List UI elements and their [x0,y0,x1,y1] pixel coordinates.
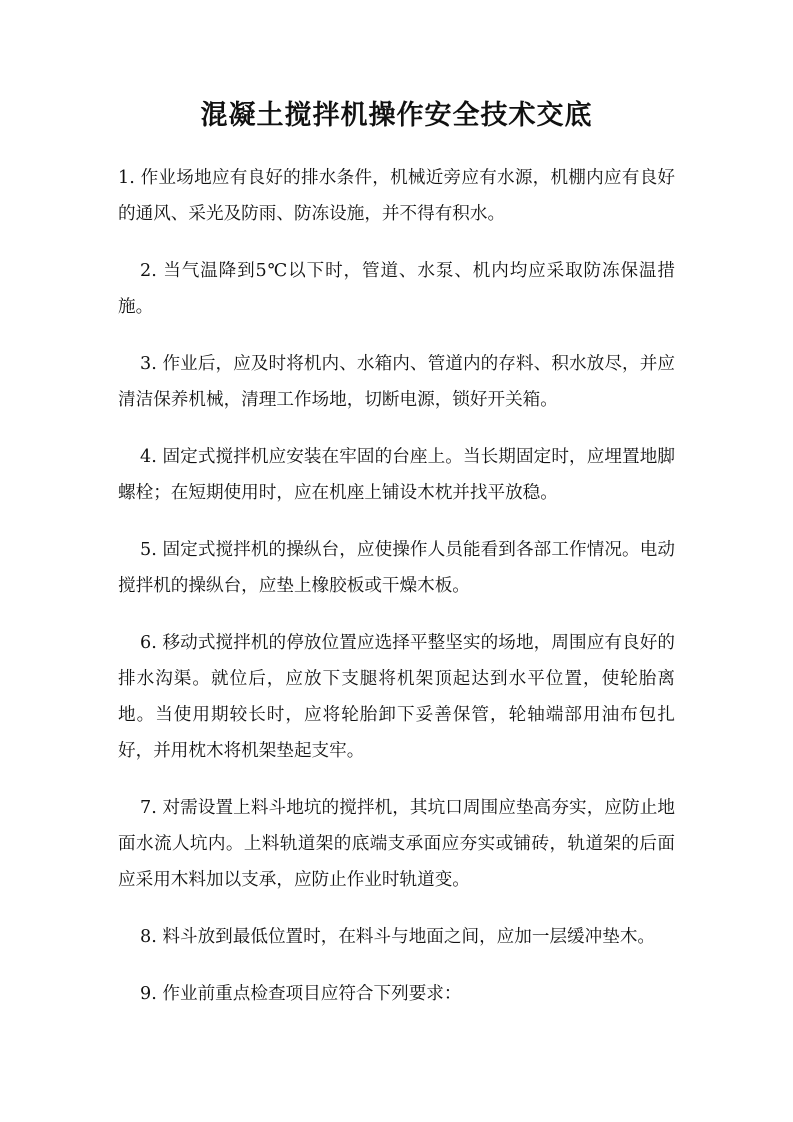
list-item: 2. 当气温降到5℃以下时，管道、水泵、机内均应采取防冻保温措施。 [118,261,675,317]
list-item: 5. 固定式搅拌机的操纵台，应使操作人员能看到各部工作情况。电动搅拌机的操纵台，应垫上橡胶板或干燥木板。 [118,540,675,596]
list-item: 7. 对需设置上料斗地坑的搅拌机，其坑口周围应垫高夯实，应防止地面水流人坑内。上料轨道架的底端支承面应夯实或铺砖，轨道架的后面应采用木料加以支承，应防止作业时轨道变。 [118,798,675,890]
list-item: 3. 作业后，应及时将机内、水箱内、管道内的存料、积水放尽，并应清洁保养机械，清理工作场地，切断电源，锁好开关箱。 [118,354,675,410]
list-item: 8. 料斗放到最低位置时，在料斗与地面之间，应加一层缓冲垫木。 [140,927,656,947]
item-list [118,160,675,1012]
list-item: 6. 移动式搅拌机的停放位置应选择平整坚实的场地，周围应有良好的排水沟渠。就位后，应放下支腿将机架顶起达到水平位置，使轮胎离地。当使用期较长时，应将轮胎卸下妥善保管，轮轴端部用油布包扎好，并用枕木将机架垫起支牢。 [118,633,675,761]
list-item: 4. 固定式搅拌机应安装在牢固的台座上。当长期固定时，应埋置地脚螺栓；在短期使用时，应在机座上铺设木枕并找平放稳。 [118,447,675,503]
list-item: 9. 作业前重点检查项目应符合下列要求： [140,984,462,1004]
document-title: 混凝土搅拌机操作安全技术交底 [200,100,593,131]
list-item: 1. 作业场地应有良好的排水条件，机械近旁应有水源，机棚内应有良好的通风、采光及防雨、防冻设施，并不得有积水。 [118,168,675,224]
